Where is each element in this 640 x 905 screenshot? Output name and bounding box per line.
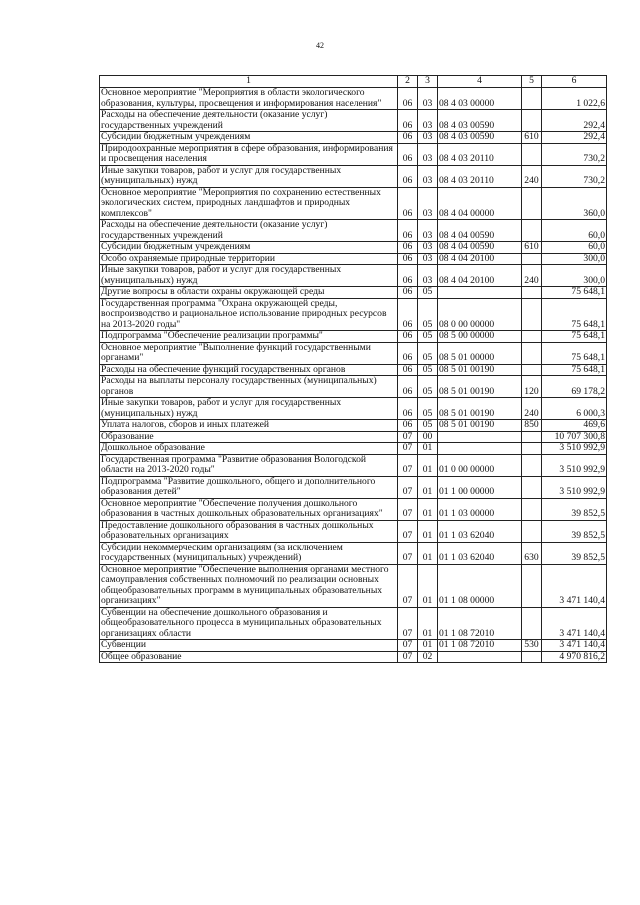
row-subsection-cell: 01 bbox=[418, 607, 438, 640]
row-target-article-cell: 08 4 03 20110 bbox=[438, 165, 522, 187]
row-name-cell: Предоставление дошкольного образования в частных дошкольных образовательных организациях bbox=[100, 520, 398, 542]
row-target-article-cell: 08 5 01 00190 bbox=[438, 420, 522, 432]
row-target-article-cell: 08 4 03 20110 bbox=[438, 143, 522, 165]
row-target-article-cell bbox=[438, 443, 522, 455]
row-subsection-cell: 05 bbox=[418, 364, 438, 376]
row-expense-type-cell: 240 bbox=[522, 398, 542, 420]
row-section-cell: 07 bbox=[398, 431, 418, 443]
row-expense-type-cell bbox=[522, 564, 542, 607]
table-row bbox=[100, 376, 607, 398]
row-name-cell: Иные закупки товаров, работ и услуг для государственных (муниципальных) нужд bbox=[100, 165, 398, 187]
row-expense-type-cell bbox=[522, 651, 542, 663]
table-row bbox=[100, 110, 607, 132]
row-section-cell: 06 bbox=[398, 298, 418, 331]
row-name-cell: Иные закупки товаров, работ и услуг для государственных (муниципальных) нужд bbox=[100, 398, 398, 420]
row-section-cell: 06 bbox=[398, 88, 418, 110]
row-target-article-cell: 08 5 01 00000 bbox=[438, 342, 522, 364]
row-amount-cell: 4 970 816,2 bbox=[542, 651, 607, 663]
row-subsection-cell: 03 bbox=[418, 132, 438, 144]
table-row bbox=[100, 564, 607, 607]
table-row bbox=[100, 143, 607, 165]
table-row bbox=[100, 476, 607, 498]
row-name-cell: Основное мероприятие "Выполнение функций государственными органами" bbox=[100, 342, 398, 364]
row-section-cell: 07 bbox=[398, 443, 418, 455]
row-expense-type-cell bbox=[522, 220, 542, 242]
row-section-cell: 06 bbox=[398, 420, 418, 432]
row-amount-cell: 292,4 bbox=[542, 110, 607, 132]
row-subsection-cell: 05 bbox=[418, 398, 438, 420]
row-expense-type-cell bbox=[522, 143, 542, 165]
row-name-cell: Основное мероприятие "Обеспечение получения дошкольного образования в частных дошкольных образовательных организациях" bbox=[100, 498, 398, 520]
row-target-article-cell: 01 1 08 00000 bbox=[438, 564, 522, 607]
row-amount-cell: 3 471 140,4 bbox=[542, 640, 607, 652]
row-name-cell: Основное мероприятие "Мероприятия по сохранению естественных экологических систем, природных ландшафтов и природных комплексов" bbox=[100, 187, 398, 220]
row-section-cell: 06 bbox=[398, 364, 418, 376]
row-target-article-cell: 08 4 04 00590 bbox=[438, 242, 522, 254]
row-target-article-cell: 08 0 00 00000 bbox=[438, 298, 522, 331]
row-amount-cell: 730,2 bbox=[542, 143, 607, 165]
table-row bbox=[100, 298, 607, 331]
row-section-cell: 06 bbox=[398, 132, 418, 144]
row-name-cell: Субсидии бюджетным учреждениям bbox=[100, 132, 398, 144]
table-row bbox=[100, 265, 607, 287]
row-section-cell: 07 bbox=[398, 476, 418, 498]
row-expense-type-cell: 850 bbox=[522, 420, 542, 432]
table-row bbox=[100, 242, 607, 254]
table-row bbox=[100, 220, 607, 242]
row-name-cell: Образование bbox=[100, 431, 398, 443]
row-section-cell: 06 bbox=[398, 265, 418, 287]
row-subsection-cell: 00 bbox=[418, 431, 438, 443]
row-target-article-cell: 08 4 03 00590 bbox=[438, 110, 522, 132]
row-expense-type-cell: 610 bbox=[522, 132, 542, 144]
column-header: 6 bbox=[542, 76, 607, 88]
row-name-cell: Другие вопросы в области охраны окружающей среды bbox=[100, 287, 398, 299]
row-name-cell: Расходы на обеспечение функций государственных органов bbox=[100, 364, 398, 376]
row-target-article-cell bbox=[438, 431, 522, 443]
row-target-article-cell: 08 4 04 00590 bbox=[438, 220, 522, 242]
row-amount-cell: 3 510 992,9 bbox=[542, 454, 607, 476]
table-row bbox=[100, 607, 607, 640]
row-amount-cell: 3 471 140,4 bbox=[542, 564, 607, 607]
row-target-article-cell: 08 4 04 20100 bbox=[438, 265, 522, 287]
table-row bbox=[100, 187, 607, 220]
row-subsection-cell: 05 bbox=[418, 420, 438, 432]
row-expense-type-cell: 530 bbox=[522, 640, 542, 652]
row-name-cell: Расходы на обеспечение деятельности (оказание услуг) государственных учреждений bbox=[100, 220, 398, 242]
row-amount-cell: 300,0 bbox=[542, 253, 607, 265]
table-row bbox=[100, 398, 607, 420]
table-row bbox=[100, 454, 607, 476]
row-amount-cell: 1 022,6 bbox=[542, 88, 607, 110]
row-subsection-cell: 03 bbox=[418, 187, 438, 220]
row-amount-cell: 60,0 bbox=[542, 242, 607, 254]
row-subsection-cell: 05 bbox=[418, 298, 438, 331]
row-section-cell: 06 bbox=[398, 143, 418, 165]
row-amount-cell: 39 852,5 bbox=[542, 520, 607, 542]
row-subsection-cell: 02 bbox=[418, 651, 438, 663]
row-name-cell: Уплата налогов, сборов и иных платежей bbox=[100, 420, 398, 432]
table-row bbox=[100, 287, 607, 299]
row-expense-type-cell bbox=[522, 110, 542, 132]
row-expense-type-cell bbox=[522, 443, 542, 455]
row-expense-type-cell: 610 bbox=[522, 242, 542, 254]
row-expense-type-cell bbox=[522, 287, 542, 299]
row-expense-type-cell bbox=[522, 331, 542, 343]
row-expense-type-cell: 630 bbox=[522, 542, 542, 564]
row-amount-cell: 75 648,1 bbox=[542, 331, 607, 343]
row-section-cell: 07 bbox=[398, 520, 418, 542]
row-subsection-cell: 03 bbox=[418, 110, 438, 132]
row-amount-cell: 360,0 bbox=[542, 187, 607, 220]
column-header: 2 bbox=[398, 76, 418, 88]
row-expense-type-cell bbox=[522, 476, 542, 498]
row-name-cell: Подпрограмма "Развитие дошкольного, общего и дополнительного образования детей" bbox=[100, 476, 398, 498]
row-name-cell: Государственная программа "Развитие образования Вологодской области на 2013-2020 годы" bbox=[100, 454, 398, 476]
row-expense-type-cell bbox=[522, 88, 542, 110]
row-name-cell: Субвенции bbox=[100, 640, 398, 652]
row-expense-type-cell bbox=[522, 342, 542, 364]
row-amount-cell: 39 852,5 bbox=[542, 542, 607, 564]
row-expense-type-cell: 240 bbox=[522, 265, 542, 287]
row-name-cell: Расходы на обеспечение деятельности (оказание услуг) государственных учреждений bbox=[100, 110, 398, 132]
row-amount-cell: 730,2 bbox=[542, 165, 607, 187]
table-row bbox=[100, 498, 607, 520]
table-row bbox=[100, 431, 607, 443]
column-header: 5 bbox=[522, 76, 542, 88]
row-target-article-cell bbox=[438, 651, 522, 663]
row-subsection-cell: 03 bbox=[418, 265, 438, 287]
row-subsection-cell: 03 bbox=[418, 88, 438, 110]
table-row bbox=[100, 443, 607, 455]
row-amount-cell: 10 707 300,8 bbox=[542, 431, 607, 443]
row-section-cell: 06 bbox=[398, 398, 418, 420]
row-section-cell: 07 bbox=[398, 640, 418, 652]
row-name-cell: Подпрограмма "Обеспечение реализации программы" bbox=[100, 331, 398, 343]
row-amount-cell: 69 178,2 bbox=[542, 376, 607, 398]
row-name-cell: Особо охраняемые природные территории bbox=[100, 253, 398, 265]
table-body bbox=[100, 88, 607, 663]
row-target-article-cell: 01 1 03 00000 bbox=[438, 498, 522, 520]
row-target-article-cell: 01 1 03 62040 bbox=[438, 520, 522, 542]
row-section-cell: 06 bbox=[398, 110, 418, 132]
row-subsection-cell: 05 bbox=[418, 376, 438, 398]
row-section-cell: 06 bbox=[398, 287, 418, 299]
row-subsection-cell: 01 bbox=[418, 520, 438, 542]
row-target-article-cell: 08 4 04 20100 bbox=[438, 253, 522, 265]
row-section-cell: 07 bbox=[398, 651, 418, 663]
row-amount-cell: 300,0 bbox=[542, 265, 607, 287]
row-amount-cell: 6 000,3 bbox=[542, 398, 607, 420]
row-section-cell: 06 bbox=[398, 342, 418, 364]
row-subsection-cell: 01 bbox=[418, 564, 438, 607]
row-subsection-cell: 05 bbox=[418, 342, 438, 364]
row-amount-cell: 469,6 bbox=[542, 420, 607, 432]
row-expense-type-cell bbox=[522, 364, 542, 376]
row-name-cell: Субвенции на обеспечение дошкольного образования и общеобразовательного процесса в муниципальных образовательных организациях области bbox=[100, 607, 398, 640]
table-row bbox=[100, 331, 607, 343]
row-target-article-cell: 01 1 08 72010 bbox=[438, 640, 522, 652]
row-section-cell: 07 bbox=[398, 542, 418, 564]
row-expense-type-cell bbox=[522, 607, 542, 640]
row-name-cell: Субсидии некоммерческим организациям (за исключением государственных (муниципальных) учреждений) bbox=[100, 542, 398, 564]
row-subsection-cell: 05 bbox=[418, 331, 438, 343]
row-subsection-cell: 01 bbox=[418, 640, 438, 652]
table-row bbox=[100, 520, 607, 542]
row-expense-type-cell bbox=[522, 454, 542, 476]
row-name-cell: Дошкольное образование bbox=[100, 443, 398, 455]
row-subsection-cell: 03 bbox=[418, 242, 438, 254]
row-expense-type-cell bbox=[522, 253, 542, 265]
row-expense-type-cell: 240 bbox=[522, 165, 542, 187]
row-target-article-cell: 08 4 03 00590 bbox=[438, 132, 522, 144]
row-target-article-cell: 01 1 08 72010 bbox=[438, 607, 522, 640]
column-header: 3 bbox=[418, 76, 438, 88]
row-amount-cell: 39 852,5 bbox=[542, 498, 607, 520]
row-expense-type-cell: 120 bbox=[522, 376, 542, 398]
row-expense-type-cell bbox=[522, 431, 542, 443]
row-section-cell: 06 bbox=[398, 253, 418, 265]
row-target-article-cell: 08 5 00 00000 bbox=[438, 331, 522, 343]
row-name-cell: Субсидии бюджетным учреждениям bbox=[100, 242, 398, 254]
table-row bbox=[100, 651, 607, 663]
row-amount-cell: 3 471 140,4 bbox=[542, 607, 607, 640]
row-amount-cell: 75 648,1 bbox=[542, 342, 607, 364]
row-expense-type-cell bbox=[522, 187, 542, 220]
row-section-cell: 07 bbox=[398, 498, 418, 520]
budget-table bbox=[99, 75, 607, 663]
page-number: 42 bbox=[316, 41, 324, 50]
row-target-article-cell: 01 1 00 00000 bbox=[438, 476, 522, 498]
row-subsection-cell: 01 bbox=[418, 542, 438, 564]
row-subsection-cell: 03 bbox=[418, 253, 438, 265]
row-target-article-cell bbox=[438, 287, 522, 299]
table-row bbox=[100, 420, 607, 432]
row-section-cell: 07 bbox=[398, 454, 418, 476]
table-header-row bbox=[100, 76, 607, 88]
column-header: 1 bbox=[100, 76, 398, 88]
table-row bbox=[100, 364, 607, 376]
row-amount-cell: 3 510 992,9 bbox=[542, 476, 607, 498]
row-amount-cell: 3 510 992,9 bbox=[542, 443, 607, 455]
row-amount-cell: 75 648,1 bbox=[542, 364, 607, 376]
row-expense-type-cell bbox=[522, 298, 542, 331]
row-name-cell: Общее образование bbox=[100, 651, 398, 663]
row-name-cell: Иные закупки товаров, работ и услуг для государственных (муниципальных) нужд bbox=[100, 265, 398, 287]
row-target-article-cell: 01 0 00 00000 bbox=[438, 454, 522, 476]
row-target-article-cell: 08 5 01 00190 bbox=[438, 376, 522, 398]
table-row bbox=[100, 132, 607, 144]
row-section-cell: 06 bbox=[398, 165, 418, 187]
row-amount-cell: 292,4 bbox=[542, 132, 607, 144]
row-subsection-cell: 01 bbox=[418, 454, 438, 476]
row-subsection-cell: 01 bbox=[418, 498, 438, 520]
row-name-cell: Расходы на выплаты персоналу государственных (муниципальных) органов bbox=[100, 376, 398, 398]
row-section-cell: 06 bbox=[398, 220, 418, 242]
row-subsection-cell: 03 bbox=[418, 143, 438, 165]
table-row bbox=[100, 542, 607, 564]
table-row bbox=[100, 640, 607, 652]
row-name-cell: Основное мероприятие "Мероприятия в области экологического образования, культуры, просвещения и информирования населения" bbox=[100, 88, 398, 110]
row-subsection-cell: 01 bbox=[418, 476, 438, 498]
row-amount-cell: 75 648,1 bbox=[542, 287, 607, 299]
row-subsection-cell: 03 bbox=[418, 165, 438, 187]
row-amount-cell: 75 648,1 bbox=[542, 298, 607, 331]
row-target-article-cell: 08 4 03 00000 bbox=[438, 88, 522, 110]
table-row bbox=[100, 165, 607, 187]
row-target-article-cell: 08 4 04 00000 bbox=[438, 187, 522, 220]
table-row bbox=[100, 88, 607, 110]
row-section-cell: 06 bbox=[398, 331, 418, 343]
row-section-cell: 07 bbox=[398, 564, 418, 607]
row-section-cell: 06 bbox=[398, 376, 418, 398]
table-row bbox=[100, 253, 607, 265]
row-target-article-cell: 08 5 01 00190 bbox=[438, 364, 522, 376]
table-row bbox=[100, 342, 607, 364]
row-expense-type-cell bbox=[522, 520, 542, 542]
row-expense-type-cell bbox=[522, 498, 542, 520]
row-target-article-cell: 08 5 01 00190 bbox=[438, 398, 522, 420]
row-target-article-cell: 01 1 03 62040 bbox=[438, 542, 522, 564]
row-subsection-cell: 01 bbox=[418, 443, 438, 455]
row-section-cell: 07 bbox=[398, 607, 418, 640]
column-header: 4 bbox=[438, 76, 522, 88]
row-name-cell: Основное мероприятие "Обеспечение выполнения органами местного самоуправления собственных полномочий по реализации основных общеобразовательных программ в муниципальных образовательных организациях" bbox=[100, 564, 398, 607]
row-name-cell: Государственная программа "Охрана окружающей среды, воспроизводство и рациональное использование природных ресурсов на 2013-2020 годы" bbox=[100, 298, 398, 331]
row-section-cell: 06 bbox=[398, 242, 418, 254]
row-subsection-cell: 03 bbox=[418, 220, 438, 242]
row-name-cell: Природоохранные мероприятия в сфере образования, информирования и просвещения населения bbox=[100, 143, 398, 165]
row-subsection-cell: 05 bbox=[418, 287, 438, 299]
row-section-cell: 06 bbox=[398, 187, 418, 220]
row-amount-cell: 60,0 bbox=[542, 220, 607, 242]
